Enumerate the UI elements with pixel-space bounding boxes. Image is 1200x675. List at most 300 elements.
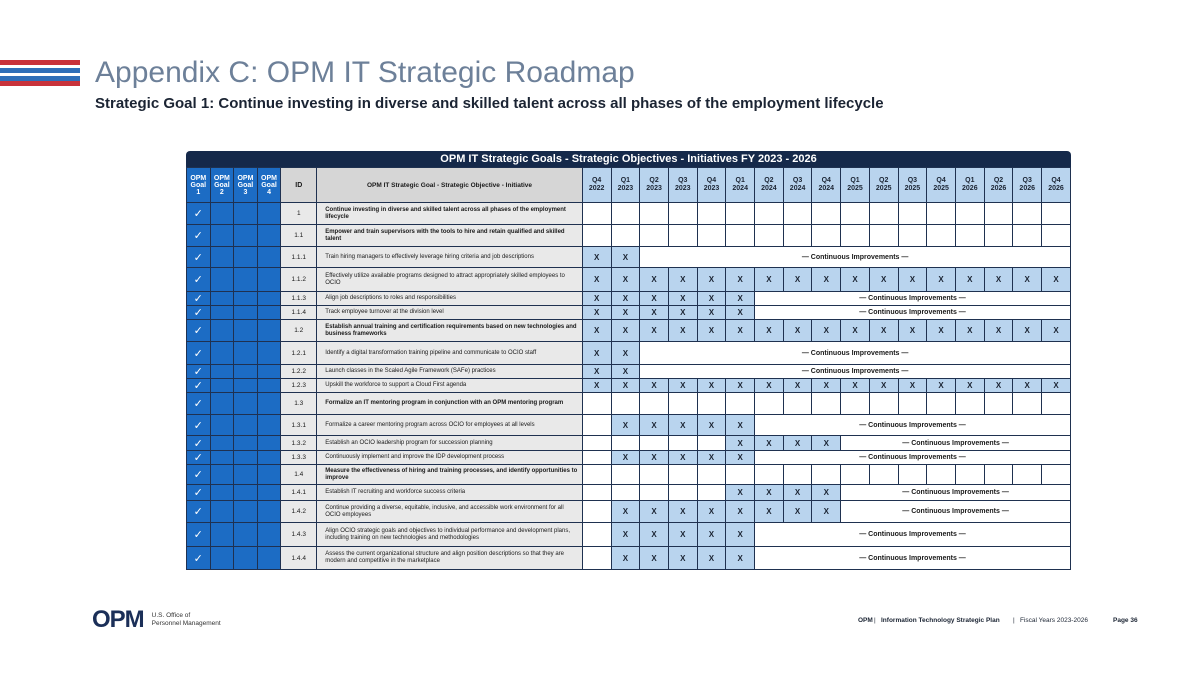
empty-quarter-cell [668,485,697,501]
x-mark: X [1042,379,1071,393]
row-id: 1.2.1 [281,342,317,365]
quarter-header: Q3 2024 [783,168,812,203]
x-mark: X [726,436,755,451]
row-id: 1.3 [281,393,317,415]
quarter-header: Q1 2026 [955,168,984,203]
goal-header-2: OPM Goal 2 [210,168,234,203]
goal-check-icon: ✓ [187,292,211,306]
empty-quarter-cell [1013,393,1042,415]
empty-quarter-cell [582,465,611,485]
x-mark: X [640,306,669,320]
x-mark: X [582,306,611,320]
x-mark: X [640,501,669,523]
goal-cell-empty [234,225,258,247]
empty-quarter-cell [697,465,726,485]
x-mark: X [697,306,726,320]
empty-quarter-cell [582,393,611,415]
row-id: 1.2.2 [281,365,317,379]
goal-cell-empty [234,415,258,436]
x-mark: X [582,292,611,306]
x-mark: X [640,451,669,465]
row-id: 1 [281,203,317,225]
goal-cell-empty [210,342,234,365]
goal-cell-empty [210,306,234,320]
table-row [187,268,1071,292]
row-description: Continue providing a diverse, equitable, inclusive, and accessible work environment for all OCIO employees [317,501,583,523]
x-mark: X [898,268,927,292]
goal-check-icon: ✓ [187,501,211,523]
goal-cell-empty [234,292,258,306]
goal-check-icon: ✓ [187,393,211,415]
x-mark: X [984,320,1013,342]
continuous-improvements-label: — Continuous Improvements — [755,523,1071,547]
empty-quarter-cell [1013,225,1042,247]
x-mark: X [582,379,611,393]
empty-quarter-cell [668,436,697,451]
id-header: ID [281,168,317,203]
quarter-header: Q4 2023 [697,168,726,203]
empty-quarter-cell [582,436,611,451]
table-row [187,225,1071,247]
x-mark: X [841,379,870,393]
table-row [187,203,1071,225]
page-subtitle: Strategic Goal 1: Continue investing in diverse and skilled talent across all phases of the employment lifecycle [95,95,884,112]
x-mark: X [697,379,726,393]
x-mark: X [611,523,640,547]
goal-check-icon: ✓ [187,365,211,379]
goal-cell-empty [257,451,281,465]
row-id: 1.1 [281,225,317,247]
row-id: 1.3.3 [281,451,317,465]
goal-cell-empty [234,451,258,465]
table-row [187,365,1071,379]
page-title: Appendix C: OPM IT Strategic Roadmap [95,56,635,89]
footer-years: Fiscal Years 2023-2026 [1020,617,1088,624]
empty-quarter-cell [611,465,640,485]
x-mark: X [611,547,640,570]
row-id: 1.2 [281,320,317,342]
row-id: 1.4.3 [281,523,317,547]
goal-cell-empty [257,379,281,393]
opm-logo-text: OPM [92,606,144,633]
row-description: Upskill the workforce to support a Cloud First agenda [317,379,583,393]
table-row [187,451,1071,465]
x-mark: X [668,547,697,570]
continuous-improvements-label: — Continuous Improvements — [755,306,1071,320]
empty-quarter-cell [582,451,611,465]
continuous-improvements-label: — Continuous Improvements — [640,365,1071,379]
goal-cell-empty [257,268,281,292]
x-mark: X [755,436,784,451]
x-mark: X [582,247,611,268]
goal-cell-empty [210,379,234,393]
goal-cell-empty [234,465,258,485]
x-mark: X [726,320,755,342]
x-mark: X [755,268,784,292]
goal-cell-empty [257,203,281,225]
row-description: Establish an OCIO leadership program for succession planning [317,436,583,451]
empty-quarter-cell [582,203,611,225]
empty-quarter-cell [640,436,669,451]
empty-quarter-cell [640,465,669,485]
x-mark: X [755,379,784,393]
footer-org: OPM [858,617,873,624]
x-mark: X [640,320,669,342]
x-mark: X [697,547,726,570]
table-row [187,393,1071,415]
goal-cell-empty [234,365,258,379]
empty-quarter-cell [611,485,640,501]
x-mark: X [582,342,611,365]
row-id: 1.1.1 [281,247,317,268]
x-mark: X [582,268,611,292]
empty-quarter-cell [927,203,956,225]
empty-quarter-cell [812,465,841,485]
x-mark: X [611,501,640,523]
empty-quarter-cell [869,225,898,247]
x-mark: X [841,268,870,292]
empty-quarter-cell [582,415,611,436]
continuous-improvements-label: — Continuous Improvements — [841,501,1071,523]
continuous-improvements-label: — Continuous Improvements — [755,415,1071,436]
x-mark: X [898,320,927,342]
row-id: 1.3.2 [281,436,317,451]
empty-quarter-cell [984,465,1013,485]
x-mark: X [611,306,640,320]
table-row [187,320,1071,342]
table-row [187,306,1071,320]
empty-quarter-cell [1042,203,1071,225]
page-number: Page 36 [1113,617,1138,624]
continuous-improvements-label: — Continuous Improvements — [841,436,1071,451]
empty-quarter-cell [726,393,755,415]
goal-cell-empty [257,342,281,365]
empty-quarter-cell [668,203,697,225]
goal-check-icon: ✓ [187,523,211,547]
x-mark: X [611,268,640,292]
x-mark: X [640,379,669,393]
goal-check-icon: ✓ [187,485,211,501]
x-mark: X [697,451,726,465]
x-mark: X [927,320,956,342]
empty-quarter-cell [783,225,812,247]
empty-quarter-cell [697,225,726,247]
empty-quarter-cell [697,393,726,415]
goal-cell-empty [210,547,234,570]
table-header-row [187,168,1071,203]
x-mark: X [755,320,784,342]
goal-cell-empty [234,203,258,225]
x-mark: X [668,451,697,465]
empty-quarter-cell [1042,225,1071,247]
x-mark: X [812,436,841,451]
empty-quarter-cell [611,225,640,247]
x-mark: X [668,379,697,393]
empty-quarter-cell [755,225,784,247]
x-mark: X [927,379,956,393]
quarter-header: Q3 2023 [668,168,697,203]
empty-quarter-cell [984,225,1013,247]
x-mark: X [898,379,927,393]
x-mark: X [984,379,1013,393]
quarter-header: Q2 2025 [869,168,898,203]
x-mark: X [1013,268,1042,292]
x-mark: X [668,501,697,523]
goal-cell-empty [210,451,234,465]
table-row [187,415,1071,436]
x-mark: X [582,365,611,379]
table-banner: OPM IT Strategic Goals - Strategic Objectives - Initiatives FY 2023 - 2026 [186,151,1071,167]
quarter-header: Q2 2026 [984,168,1013,203]
x-mark: X [869,268,898,292]
x-mark: X [783,379,812,393]
roadmap-table-container [186,151,1071,570]
table-row [187,247,1071,268]
table-row [187,485,1071,501]
empty-quarter-cell [697,436,726,451]
goal-check-icon: ✓ [187,342,211,365]
goal-cell-empty [234,342,258,365]
goal-cell-empty [210,485,234,501]
row-id: 1.1.3 [281,292,317,306]
row-description: Formalize an IT mentoring program in conjunction with an OPM mentoring program [317,393,583,415]
row-id: 1.1.2 [281,268,317,292]
goal-cell-empty [210,365,234,379]
continuous-improvements-label: — Continuous Improvements — [755,451,1071,465]
x-mark: X [812,320,841,342]
x-mark: X [726,523,755,547]
x-mark: X [726,292,755,306]
quarter-header: Q1 2023 [611,168,640,203]
goal-cell-empty [210,415,234,436]
goal-cell-empty [234,268,258,292]
x-mark: X [697,501,726,523]
empty-quarter-cell [783,465,812,485]
table-row [187,292,1071,306]
goal-cell-empty [234,436,258,451]
goal-cell-empty [257,320,281,342]
x-mark: X [955,379,984,393]
empty-quarter-cell [726,203,755,225]
goal-cell-empty [210,393,234,415]
goal-cell-empty [210,292,234,306]
empty-quarter-cell [640,225,669,247]
x-mark: X [726,379,755,393]
goal-cell-empty [234,485,258,501]
goal-header-1: OPM Goal 1 [187,168,211,203]
row-description: Assess the current organizational structure and align position descriptions so that they are modern and competitive in the marketplace [317,547,583,570]
empty-quarter-cell [697,203,726,225]
goal-check-icon: ✓ [187,268,211,292]
row-description: Continuously implement and improve the IDP development process [317,451,583,465]
empty-quarter-cell [898,393,927,415]
goal-check-icon: ✓ [187,547,211,570]
x-mark: X [726,547,755,570]
footer-doc-title: Information Technology Strategic Plan [881,617,1000,624]
empty-quarter-cell [640,485,669,501]
x-mark: X [783,268,812,292]
x-mark: X [755,501,784,523]
row-description: Establish IT recruiting and workforce success criteria [317,485,583,501]
goal-check-icon: ✓ [187,379,211,393]
empty-quarter-cell [812,393,841,415]
goal-cell-empty [234,320,258,342]
empty-quarter-cell [668,465,697,485]
empty-quarter-cell [726,225,755,247]
row-description: Identify a digital transformation training pipeline and communicate to OCIO staff [317,342,583,365]
continuous-improvements-label: — Continuous Improvements — [640,342,1071,365]
x-mark: X [611,365,640,379]
row-description: Effectively utilize available programs designed to attract appropriately skilled employees to OCIO [317,268,583,292]
x-mark: X [697,415,726,436]
goal-check-icon: ✓ [187,306,211,320]
quarter-header: Q4 2022 [582,168,611,203]
goal-cell-empty [234,379,258,393]
x-mark: X [726,415,755,436]
quarter-header: Q1 2024 [726,168,755,203]
x-mark: X [1042,320,1071,342]
x-mark: X [783,436,812,451]
goal-header-4: OPM Goal 4 [257,168,281,203]
goal-cell-empty [257,485,281,501]
table-row [187,501,1071,523]
empty-quarter-cell [841,225,870,247]
empty-quarter-cell [955,203,984,225]
row-description: Train hiring managers to effectively leverage hiring criteria and job descriptions [317,247,583,268]
row-description: Measure the effectiveness of hiring and training processes, and identify opportunities to improve [317,465,583,485]
description-header: OPM IT Strategic Goal - Strategic Objective - Initiative [317,168,583,203]
x-mark: X [611,292,640,306]
empty-quarter-cell [1013,465,1042,485]
empty-quarter-cell [726,465,755,485]
row-id: 1.4.1 [281,485,317,501]
roadmap-table [186,167,1071,570]
goal-cell-empty [257,415,281,436]
empty-quarter-cell [697,485,726,501]
empty-quarter-cell [640,393,669,415]
x-mark: X [955,320,984,342]
table-row [187,523,1071,547]
empty-quarter-cell [1013,203,1042,225]
goal-cell-empty [234,306,258,320]
quarter-header: Q3 2026 [1013,168,1042,203]
empty-quarter-cell [841,465,870,485]
x-mark: X [869,379,898,393]
row-id: 1.4.2 [281,501,317,523]
x-mark: X [755,485,784,501]
row-description: Establish annual training and certification requirements based on new technologies and business frameworks [317,320,583,342]
row-id: 1.1.4 [281,306,317,320]
empty-quarter-cell [668,225,697,247]
goal-cell-empty [210,320,234,342]
goal-check-icon: ✓ [187,465,211,485]
continuous-improvements-label: — Continuous Improvements — [841,485,1071,501]
quarter-header: Q1 2025 [841,168,870,203]
row-id: 1.3.1 [281,415,317,436]
goal-cell-empty [257,501,281,523]
goal-cell-empty [257,393,281,415]
empty-quarter-cell [927,225,956,247]
x-mark: X [783,485,812,501]
table-row [187,465,1071,485]
x-mark: X [812,501,841,523]
row-description: Align OCIO strategic goals and objectives to individual performance and development plans, including training on new technologies and methodologies [317,523,583,547]
empty-quarter-cell [955,465,984,485]
row-description: Track employee turnover at the division level [317,306,583,320]
empty-quarter-cell [869,393,898,415]
goal-cell-empty [257,365,281,379]
x-mark: X [611,320,640,342]
goal-cell-empty [234,547,258,570]
empty-quarter-cell [984,203,1013,225]
empty-quarter-cell [1042,393,1071,415]
goal-cell-empty [257,547,281,570]
empty-quarter-cell [841,393,870,415]
empty-quarter-cell [755,465,784,485]
x-mark: X [726,485,755,501]
x-mark: X [812,379,841,393]
opm-logo-subtext: U.S. Office of Personnel Management [151,612,221,627]
quarter-header: Q2 2024 [755,168,784,203]
x-mark: X [640,268,669,292]
x-mark: X [812,485,841,501]
x-mark: X [955,268,984,292]
row-description: Formalize a career mentoring program across OCIO for employees at all levels [317,415,583,436]
empty-quarter-cell [611,203,640,225]
footer-sep-2: | [1013,617,1015,624]
empty-quarter-cell [927,465,956,485]
x-mark: X [640,415,669,436]
empty-quarter-cell [668,393,697,415]
goal-cell-empty [257,225,281,247]
empty-quarter-cell [984,393,1013,415]
empty-quarter-cell [812,225,841,247]
x-mark: X [668,523,697,547]
x-mark: X [640,547,669,570]
empty-quarter-cell [640,203,669,225]
footer-sep-1: | [874,617,876,624]
goal-cell-empty [257,523,281,547]
quarter-header: Q2 2023 [640,168,669,203]
empty-quarter-cell [611,436,640,451]
x-mark: X [611,379,640,393]
x-mark: X [783,501,812,523]
empty-quarter-cell [783,203,812,225]
goal-cell-empty [210,203,234,225]
x-mark: X [726,306,755,320]
x-mark: X [1042,268,1071,292]
row-id: 1.2.3 [281,379,317,393]
quarter-header: Q4 2024 [812,168,841,203]
x-mark: X [1013,379,1042,393]
x-mark: X [582,320,611,342]
flag-stripes-icon [0,60,80,86]
goal-check-icon: ✓ [187,436,211,451]
empty-quarter-cell [927,393,956,415]
empty-quarter-cell [755,203,784,225]
row-description: Continue investing in diverse and skilled talent across all phases of the employment lifecycle [317,203,583,225]
empty-quarter-cell [898,203,927,225]
table-row [187,379,1071,393]
empty-quarter-cell [841,203,870,225]
goal-cell-empty [234,247,258,268]
goal-cell-empty [257,465,281,485]
opm-logo [92,606,221,634]
x-mark: X [726,501,755,523]
x-mark: X [697,292,726,306]
x-mark: X [726,451,755,465]
goal-cell-empty [257,436,281,451]
